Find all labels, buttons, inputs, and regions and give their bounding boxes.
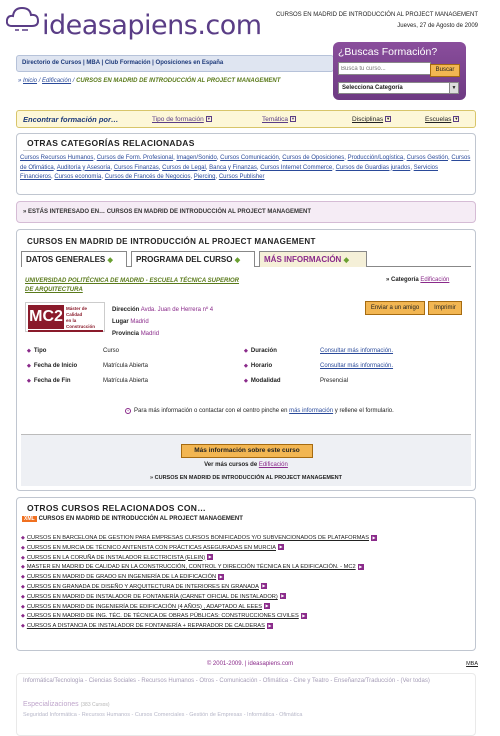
list-item[interactable] bbox=[21, 612, 471, 622]
list-item[interactable] bbox=[21, 603, 471, 613]
arrow-down-icon: ◆ bbox=[343, 257, 349, 264]
plus-circle-icon: + bbox=[126, 408, 130, 413]
related-course-link[interactable]: CURSOS EN MADRID DE INSTALADOR DE FONTANERÍA (CARNET OFICIAL DE INSTALADOR) bbox=[26, 593, 278, 600]
tab-datos-generales[interactable] bbox=[21, 251, 127, 267]
info-key: ◆ Tipo bbox=[27, 348, 47, 354]
more-courses bbox=[21, 462, 471, 468]
arrow-right-icon[interactable]: ▶ bbox=[372, 534, 376, 540]
logo-text bbox=[66, 306, 104, 330]
info-key: ◆ Modalidad bbox=[244, 378, 281, 384]
categories-links: Cursos Recursos Humanos, Cursos de Form. Profesional, Imagen/Sonido, Cursos Comunicación, Cursos de Oposiciones, Producción/Logística, Cursos Gestión, Cursos de Ofimática, Auditoría y Asesoría, Cursos Finanzas, Cursos de Legal, Banca y Finanzas, Cursos Internet Commerce, Cursos de Guardias jurados, Servicios Financieros, Cursos economía, Cursos de Francés de Negocios, Piercing, Cursos Publisher bbox=[20, 155, 471, 180]
related-course-link[interactable]: CURSOS A DISTANCIA DE INSTALADOR DE FONTANERÍA + REPARADOR DE CALDERAS bbox=[26, 623, 265, 630]
address-label: Dirección bbox=[112, 307, 140, 313]
arrow-right-icon[interactable]: ▶ bbox=[219, 573, 223, 579]
bullet-icon: ◆ bbox=[21, 535, 25, 541]
arrow-right-icon[interactable]: ▶ bbox=[302, 612, 306, 618]
more-info-link[interactable]: más información bbox=[289, 408, 334, 414]
category-link[interactable]: Cursos de Ofimática bbox=[20, 155, 471, 171]
nav-club[interactable]: Club Formación bbox=[104, 60, 151, 66]
bullet-icon: ◆ bbox=[21, 613, 25, 620]
dropdown-disciplinas[interactable] bbox=[352, 116, 391, 123]
course-category: » Categoría Edificación bbox=[386, 277, 450, 283]
categories-title: OTRAS CATEGORÍAS RELACIONADAS bbox=[27, 138, 195, 148]
header bbox=[0, 0, 500, 42]
header-date: Jueves, 27 de Agosto de 2009 bbox=[397, 23, 478, 29]
related-course-link[interactable]: CURSOS EN LA CORUÑA DE INSTALADOR ELECTRICISTA (ELEIN) bbox=[26, 554, 206, 561]
dropdown-tipo[interactable] bbox=[152, 116, 212, 123]
dropdown-tematica-label: Temática bbox=[262, 116, 289, 123]
category-link[interactable]: Cursos economía bbox=[54, 174, 102, 180]
bullet-icon: ◆ bbox=[21, 603, 25, 610]
category-link[interactable]: Cursos Internet Commerce bbox=[260, 164, 333, 171]
dropdown-escuelas[interactable] bbox=[425, 116, 459, 123]
category-link[interactable]: Imagen/Sonido bbox=[176, 155, 217, 161]
spec-title: Especializaciones bbox=[23, 701, 79, 708]
interest-text: ESTÁS INTERESADO EN… CURSOS EN MADRID DE INTRODUCCIÓN AL PROJECT MANAGEMENT bbox=[28, 209, 312, 215]
footer-mba-link[interactable]: MBA bbox=[466, 661, 478, 667]
list-item[interactable] bbox=[21, 622, 471, 632]
tab-label: MÁS INFORMACIÓN bbox=[264, 255, 342, 264]
logo-line-2: en la Construcción bbox=[66, 318, 96, 329]
cloud-logo-icon bbox=[6, 4, 40, 34]
nav-oposiciones[interactable]: Oposiciones en España bbox=[155, 60, 224, 66]
chevron-down-icon: ▼ bbox=[386, 116, 391, 122]
search-box bbox=[333, 42, 466, 100]
breadcrumb-category[interactable]: Edificación bbox=[42, 78, 72, 84]
course-tabs bbox=[21, 251, 471, 267]
info-value: Matrícula Abierta bbox=[103, 378, 149, 384]
course-actions bbox=[21, 434, 471, 486]
related-course-link[interactable]: CURSOS EN MADRID DE INGENIERÍA DE EDIFICACIÓN (4 AÑOS) , ADAPTADO AL EEES bbox=[26, 603, 262, 610]
search-input[interactable] bbox=[338, 62, 431, 75]
chevron-down-icon: ▼ bbox=[449, 83, 458, 93]
copyright: © 2001-2009. | ideasapiens.com bbox=[206, 661, 294, 667]
category-link[interactable]: Cursos Publisher bbox=[218, 174, 265, 180]
lugar-value: Madrid bbox=[130, 319, 149, 325]
dropdown-disciplinas-label: Disciplinas bbox=[352, 116, 384, 123]
list-item[interactable] bbox=[21, 563, 471, 573]
breadcrumb: » Inicio / Edificación / CURSOS EN MADRID DE INTRODUCCIÓN AL PROJECT MANAGEMENT bbox=[18, 78, 281, 84]
school-logo[interactable] bbox=[25, 302, 105, 332]
category-link[interactable]: Cursos Comunicación bbox=[220, 155, 279, 161]
logo-mc2: MC2 bbox=[28, 305, 64, 329]
list-item[interactable] bbox=[21, 593, 471, 603]
info-key: ◆ Fecha de Inicio bbox=[27, 363, 78, 369]
course-footer-title: » CURSOS EN MADRID DE INTRODUCCIÓN AL PROJECT MANAGEMENT bbox=[150, 475, 342, 481]
spec-count: (383 Cursos) bbox=[80, 702, 110, 708]
provincia-value: Madrid bbox=[140, 331, 160, 337]
category-link[interactable]: Cursos de Francés de Negocios bbox=[104, 174, 191, 180]
address-block bbox=[112, 304, 213, 340]
info-value: Matrícula Abierta bbox=[103, 363, 149, 369]
arrow-right-icon[interactable]: ▶ bbox=[262, 583, 266, 589]
breadcrumb-current: CURSOS EN MADRID DE INTRODUCCIÓN AL PROJECT MANAGEMENT bbox=[76, 78, 281, 84]
nav-directorio[interactable]: Directorio de Cursos bbox=[22, 60, 82, 66]
find-label: Encontrar formación por… bbox=[23, 115, 119, 124]
list-item[interactable] bbox=[21, 554, 471, 564]
tab-label: DATOS GENERALES bbox=[26, 255, 106, 264]
info-key: ◆ Duración bbox=[244, 348, 277, 354]
brand-name: ideasapiens.com bbox=[42, 10, 262, 41]
info-key: ◆ Fecha de Fin bbox=[27, 378, 71, 384]
course-title: CURSOS EN MADRID DE INTRODUCCIÓN AL PROJECT MANAGEMENT bbox=[27, 237, 316, 246]
related-course-link[interactable]: MASTER EN MADRID DE CALIDAD EN LA CONSTRUCCIÓN, CONTROL Y DIRECCIÓN TÉCNICA EN LA EDIFICACIÓN. - MC2 bbox=[26, 564, 356, 571]
related-title: OTROS CURSOS RELACIONADOS CON… bbox=[27, 503, 207, 513]
dropdown-tematica[interactable] bbox=[262, 116, 296, 123]
related-course-link[interactable]: CURSOS EN GRANADA DE DISEÑO Y ARQUITECTURA DE INTERIORES EN GRANADA bbox=[26, 583, 259, 590]
more-info-text: Para más información o contactar con el centro pinche en bbox=[134, 408, 288, 414]
print-button[interactable]: Imprimir bbox=[428, 301, 462, 315]
bullet-icon: ◆ bbox=[21, 593, 25, 600]
footer-specializations bbox=[23, 701, 469, 708]
category-select-label: Selecciona Categoría bbox=[342, 85, 403, 91]
arrow-right-icon[interactable]: ▶ bbox=[281, 593, 285, 599]
category-link[interactable]: Cursos Recursos Humanos bbox=[20, 155, 94, 161]
course-panel bbox=[16, 229, 476, 491]
bullet-icon: ◆ bbox=[21, 623, 25, 630]
bullet-icon: ◆ bbox=[21, 564, 25, 571]
list-item[interactable] bbox=[21, 573, 471, 583]
related-course-link[interactable]: CURSOS EN BARCELONA DE GESTION PARA EMPRESAS CURSOS BONIFICADOS Y/O SUBVENCIONADOS DE PLATAFORMAS bbox=[26, 535, 370, 541]
info-key: ◆ Horario bbox=[244, 363, 273, 369]
bullet-icon: ◆ bbox=[21, 544, 25, 551]
bullet-icon: ◆ bbox=[21, 554, 25, 561]
header-course-title: CURSOS EN MADRID DE INTRODUCCIÓN AL PROJECT MANAGEMENT bbox=[275, 12, 478, 18]
info-value: Curso bbox=[103, 348, 120, 354]
arrow-right-icon[interactable]: ▶ bbox=[265, 603, 269, 609]
more-info-note bbox=[125, 408, 394, 414]
category-link[interactable]: Producción/Logística bbox=[347, 155, 404, 161]
rss-row bbox=[22, 516, 243, 522]
category-link[interactable]: Edificación bbox=[420, 277, 450, 283]
provincia-label: Provincia bbox=[112, 331, 140, 337]
send-to-friend-button[interactable]: Enviar a un amigo bbox=[365, 301, 425, 315]
lugar-label: Lugar bbox=[112, 319, 129, 325]
breadcrumb-home[interactable]: Inicio bbox=[23, 78, 38, 84]
more-courses-label: Ver más cursos de bbox=[204, 462, 258, 468]
category-link[interactable]: Cursos de Guardias jurados bbox=[335, 164, 411, 171]
category-link[interactable]: Auditoría y Asesoría bbox=[56, 164, 111, 171]
related-categories-panel bbox=[16, 133, 476, 195]
info-value[interactable]: Consultar más información. bbox=[320, 348, 394, 354]
category-link[interactable]: Piercing bbox=[193, 174, 216, 180]
university-link[interactable]: UNIVERSIDAD POLITÉCNICA DE MADRID - ESCUELA TÉCNICA SUPERIOR DE ARQUITECTURA bbox=[25, 278, 240, 293]
more-info-button[interactable]: Más información sobre este curso bbox=[181, 444, 313, 458]
bullet-icon: ◆ bbox=[21, 574, 25, 581]
search-title: ¿Buscas Formación? bbox=[338, 46, 438, 58]
course-footer-text: CURSOS EN MADRID DE INTRODUCCIÓN AL PROJECT MANAGEMENT bbox=[154, 475, 342, 481]
dropdown-tipo-label: Tipo de formación bbox=[152, 116, 204, 123]
category-select[interactable] bbox=[338, 82, 459, 94]
related-course-link[interactable]: CURSOS EN MADRID DE GRADO EN INGENIERÍA DE LA EDIFICACIÓN bbox=[26, 574, 217, 581]
related-subtitle: CURSOS EN MADRID DE INTRODUCCIÓN AL PROJECT MANAGEMENT bbox=[38, 516, 243, 522]
tab-label: PROGRAMA DEL CURSO bbox=[136, 255, 233, 264]
category-link[interactable]: Cursos Gestión bbox=[406, 155, 448, 161]
category-link[interactable]: Cursos de Form. Profesional bbox=[96, 155, 174, 161]
find-bar bbox=[16, 110, 476, 128]
arrow-down-icon: ◆ bbox=[234, 257, 241, 264]
info-value: Presencial bbox=[320, 378, 349, 384]
arrow-right-icon[interactable]: ▶ bbox=[208, 554, 212, 560]
address-value: Avda. Juan de Herrera nº 4 bbox=[140, 307, 214, 313]
related-course-link[interactable]: CURSOS EN MADRID DE ING. TÉC. DE TÉCNICA DE OBRAS PÚBLICAS: CONSTRUCCIONES CIVILES bbox=[26, 613, 299, 620]
more-info-text-end: y rellene el formulario. bbox=[334, 408, 394, 414]
category-link[interactable]: Cursos de Legal bbox=[162, 164, 206, 171]
list-item[interactable] bbox=[21, 534, 471, 544]
category-label: Categoría bbox=[391, 277, 419, 283]
info-value[interactable]: Consultar más información. bbox=[320, 363, 394, 369]
chevron-down-icon: ▼ bbox=[291, 116, 295, 122]
tab-programa[interactable] bbox=[131, 251, 255, 267]
interest-banner: » ESTÁS INTERESADO EN… CURSOS EN MADRID DE INTRODUCCIÓN AL PROJECT MANAGEMENT bbox=[16, 201, 476, 223]
arrow-right-icon[interactable]: ▶ bbox=[279, 544, 283, 550]
tab-mas-informacion[interactable] bbox=[259, 251, 367, 267]
bullet-icon: ◆ bbox=[21, 583, 25, 590]
footer-categories[interactable]: Informática/Tecnología - Ciencias Sociales - Recursos Humanos - Otros - Comunicación - Ofimática - Cine y Teatro - Enseñanza/Traducción - (Ver todas) bbox=[23, 678, 430, 684]
list-item[interactable] bbox=[21, 583, 471, 593]
logo-strip bbox=[28, 330, 103, 332]
related-courses-panel bbox=[16, 497, 476, 651]
related-list bbox=[21, 534, 471, 632]
nav-mba[interactable]: MBA bbox=[86, 60, 100, 66]
arrow-right-icon[interactable]: ▶ bbox=[359, 563, 363, 569]
arrow-right-icon[interactable]: ▶ bbox=[268, 622, 272, 628]
footer-more-links[interactable]: Seguridad Informática - Recursos Humanos - Cursos Comerciales - Gestión de Empresas - Informática - Ofimática bbox=[23, 712, 303, 718]
category-link[interactable]: Cursos de Oposiciones bbox=[282, 155, 345, 161]
logo-line-1: Máster de Calidad bbox=[66, 306, 88, 317]
category-link[interactable]: Servicios Financieros bbox=[20, 164, 438, 180]
related-course-link[interactable]: CURSOS EN MURCIA DE TÉCNICO ANTENISTA CON PRÁCTICAS ASEGURADAS EN MURCIA bbox=[26, 544, 276, 551]
footer-panel bbox=[16, 673, 476, 736]
arrow-down-icon: ◆ bbox=[107, 257, 113, 264]
divider bbox=[23, 150, 469, 151]
dropdown-escuelas-label: Escuelas bbox=[425, 116, 452, 123]
search-button[interactable]: Buscar bbox=[430, 64, 460, 77]
xml-icon[interactable]: XML bbox=[24, 516, 35, 522]
more-courses-link[interactable]: Edificación bbox=[258, 462, 288, 468]
top-navbar: Directorio de Cursos | MBA | Club Formación | Oposiciones en España bbox=[16, 55, 334, 72]
category-link[interactable]: Cursos Finanzas bbox=[113, 164, 159, 171]
category-link[interactable]: Banca y Finanzas bbox=[209, 164, 257, 171]
list-item[interactable] bbox=[21, 544, 471, 554]
site-logo[interactable] bbox=[6, 4, 262, 41]
chevron-down-icon: ▼ bbox=[206, 116, 211, 122]
chevron-down-icon: ▼ bbox=[454, 116, 459, 122]
